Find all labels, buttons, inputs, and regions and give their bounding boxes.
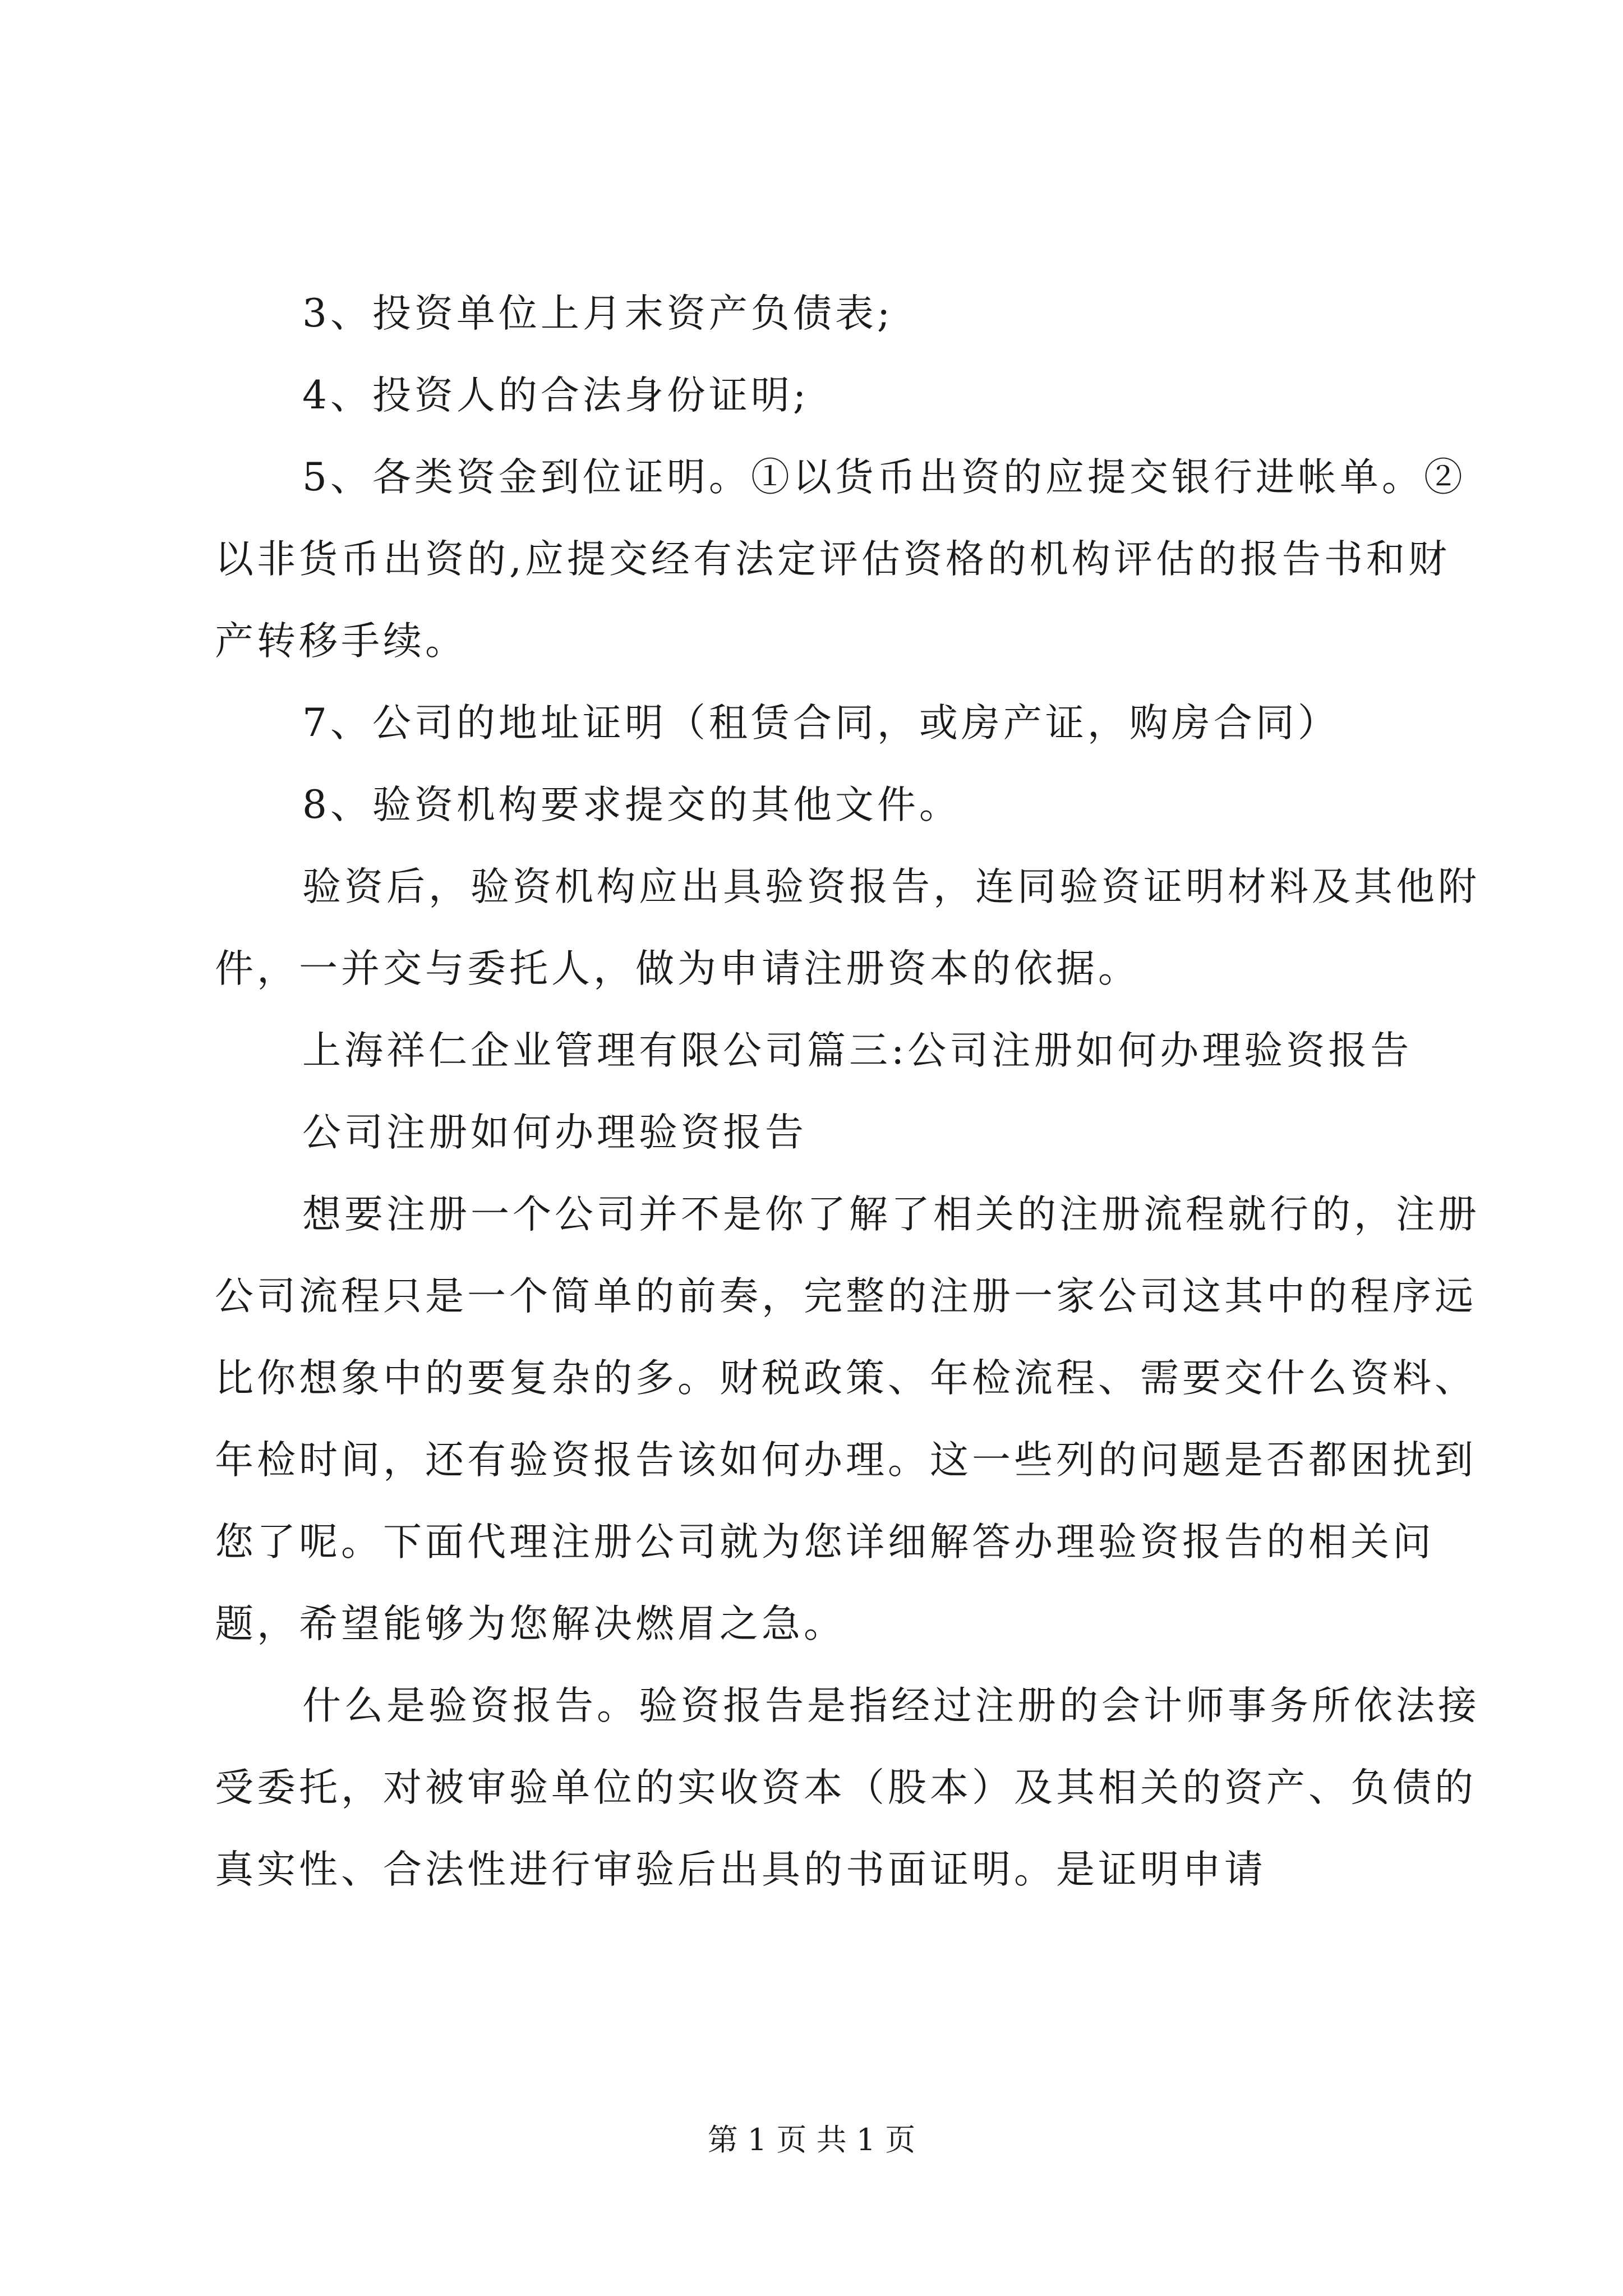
paragraph-item-8: 8、验资机构要求提交的其他文件。 <box>302 783 961 827</box>
paragraph-item-5: 5、各类资金到位证明。①以货币出资的应提交银行进帐单。②以非货币出资的,应提交经有法定评估资格的机构评估的报告书和财产转移手续。 <box>215 455 1466 664</box>
paragraph-item-7: 7、公司的地址证明（租赁合同，或房产证，购房合同） <box>302 701 1340 746</box>
paragraph-introduction: 想要注册一个公司并不是你了解了相关的注册流程就行的，注册公司流程只是一个简单的前奏，完整的注册一家公司这其中的程序远比你想象中的要复杂的多。财税政策、年检流程、需要交什么资料、年检时间，还有验资报告该如何办理。这一些列的问题是否都困扰到您了呢。下面代理注册公司就为您详细解答办理验资报告的相关问题，希望能够为您解决燃眉之急。 <box>215 1192 1480 1646</box>
document-body <box>215 273 1482 1911</box>
section-heading-part-three: 上海祥仁企业管理有限公司篇三:公司注册如何办理验资报告 <box>302 1028 1413 1073</box>
page-footer: 第 1 页 共 1 页 <box>707 2122 916 2157</box>
paragraph-item-4: 4、投资人的合法身份证明; <box>302 373 810 418</box>
section-title: 公司注册如何办理验资报告 <box>302 1110 807 1155</box>
paragraph-after-verification: 验资后，验资机构应出具验资报告，连同验资证明材料及其他附件，一并交与委托人，做为申请注册资本的依据。 <box>215 864 1480 991</box>
paragraph-item-3: 3、投资单位上月末资产负债表; <box>302 291 894 336</box>
paragraph-definition: 什么是验资报告。验资报告是指经过注册的会计师事务所依法接受委托，对被审验单位的实收资本（股本）及其相关的资产、负债的真实性、合法性进行审验后出具的书面证明。是证明申请 <box>215 1683 1480 1892</box>
